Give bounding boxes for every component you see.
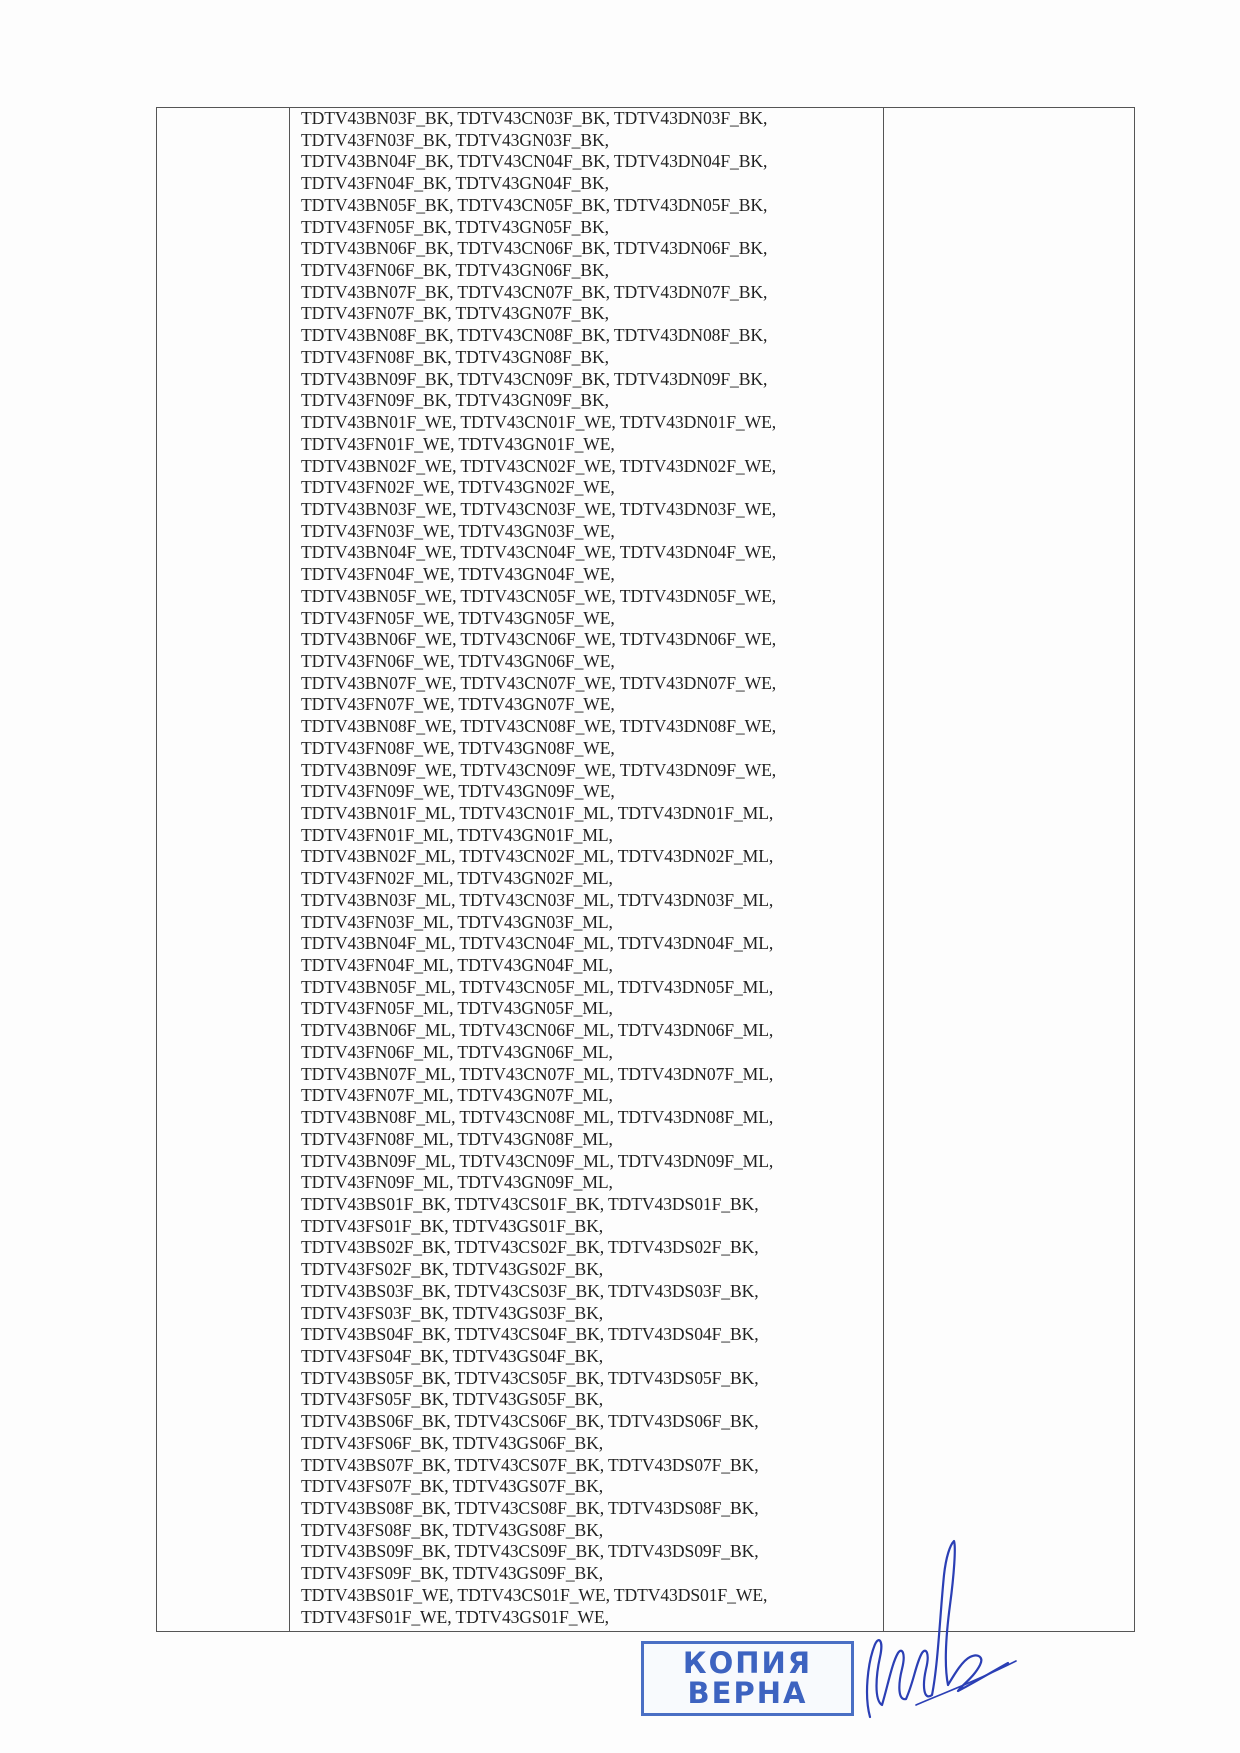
model-list-line: TDTV43BS01F_WE, TDTV43CS01F_WE, TDTV43DS01F_WE, [301,1584,768,1605]
model-list-line: TDTV43BN09F_ML, TDTV43CN09F_ML, TDTV43DN09F_ML, [301,1150,774,1171]
model-list-line: TDTV43BN03F_WE, TDTV43CN03F_WE, TDTV43DN03F_WE, [301,498,777,519]
model-list-line: TDTV43FN02F_WE, TDTV43GN02F_WE, [301,477,615,498]
model-list-line: TDTV43FN03F_ML, TDTV43GN03F_ML, [301,911,613,932]
model-list-line: TDTV43FN03F_BK, TDTV43GN03F_BK, [301,129,609,150]
model-list-line: TDTV43FS09F_BK, TDTV43GS09F_BK, [301,1563,604,1584]
model-list-line: TDTV43BN02F_ML, TDTV43CN02F_ML, TDTV43DN02F_ML, [301,846,774,867]
model-list-table [156,107,1135,1632]
model-list-line: TDTV43BN02F_WE, TDTV43CN02F_WE, TDTV43DN02F_WE, [301,455,777,476]
model-list-line: TDTV43FN02F_ML, TDTV43GN02F_ML, [301,868,613,889]
model-list-line: TDTV43FN08F_ML, TDTV43GN08F_ML, [301,1128,613,1149]
model-list-line: TDTV43FN07F_BK, TDTV43GN07F_BK, [301,303,609,324]
model-list-line: TDTV43BN08F_BK, TDTV43CN08F_BK, TDTV43DN08F_BK, [301,325,768,346]
model-list-line: TDTV43FN05F_ML, TDTV43GN05F_ML, [301,998,613,1019]
model-list-line: TDTV43FN08F_WE, TDTV43GN08F_WE, [301,737,615,758]
model-list-line: TDTV43FS06F_BK, TDTV43GS06F_BK, [301,1432,604,1453]
model-list-line: TDTV43BS07F_BK, TDTV43CS07F_BK, TDTV43DS07F_BK, [301,1454,759,1475]
model-list-line: TDTV43FN06F_ML, TDTV43GN06F_ML, [301,1041,613,1062]
model-list-line: TDTV43FS07F_BK, TDTV43GS07F_BK, [301,1476,604,1497]
model-list-line: TDTV43FN04F_WE, TDTV43GN04F_WE, [301,564,615,585]
model-list-line: TDTV43BN03F_BK, TDTV43CN03F_BK, TDTV43DN03F_BK, [301,108,768,128]
model-list-line: TDTV43BS04F_BK, TDTV43CS04F_BK, TDTV43DS04F_BK, [301,1324,759,1345]
model-list-line: TDTV43FN07F_ML, TDTV43GN07F_ML, [301,1085,613,1106]
model-list-line: TDTV43FS04F_BK, TDTV43GS04F_BK, [301,1345,604,1366]
model-list-line: TDTV43FN06F_WE, TDTV43GN06F_WE, [301,650,615,671]
model-list-line: TDTV43FN05F_WE, TDTV43GN05F_WE, [301,607,615,628]
model-list-line: TDTV43BN09F_BK, TDTV43CN09F_BK, TDTV43DN09F_BK, [301,368,768,389]
model-list-line: TDTV43BN07F_WE, TDTV43CN07F_WE, TDTV43DN07F_WE, [301,672,777,693]
model-list-line: TDTV43FS08F_BK, TDTV43GS08F_BK, [301,1519,604,1540]
model-list-line: TDTV43BN07F_ML, TDTV43CN07F_ML, TDTV43DN07F_ML, [301,1063,774,1084]
model-list-line: TDTV43BN05F_ML, TDTV43CN05F_ML, TDTV43DN05F_ML, [301,976,774,997]
stamp-line-2: ВЕРНА [687,1676,808,1710]
model-list-line: TDTV43FN09F_WE, TDTV43GN09F_WE, [301,781,615,802]
model-list-line: TDTV43FN08F_BK, TDTV43GN08F_BK, [301,346,609,367]
model-list-line: TDTV43BN04F_WE, TDTV43CN04F_WE, TDTV43DN04F_WE, [301,542,777,563]
model-list-line: TDTV43BN08F_ML, TDTV43CN08F_ML, TDTV43DN08F_ML, [301,1107,774,1128]
model-list-line: TDTV43FS02F_BK, TDTV43GS02F_BK, [301,1259,604,1280]
model-list-line: TDTV43BN09F_WE, TDTV43CN09F_WE, TDTV43DN09F_WE, [301,759,777,780]
model-list-line: TDTV43BN07F_BK, TDTV43CN07F_BK, TDTV43DN07F_BK, [301,281,768,302]
handwritten-signature-icon [858,1535,1018,1720]
model-list-line: TDTV43FN03F_WE, TDTV43GN03F_WE, [301,520,615,541]
model-list-line: TDTV43FN06F_BK, TDTV43GN06F_BK, [301,260,609,281]
model-list-line: TDTV43BN06F_ML, TDTV43CN06F_ML, TDTV43DN06F_ML, [301,1020,774,1041]
model-list-line: TDTV43BS05F_BK, TDTV43CS05F_BK, TDTV43DS05F_BK, [301,1367,759,1388]
model-list-line: TDTV43BN03F_ML, TDTV43CN03F_ML, TDTV43DN03F_ML, [301,889,774,910]
model-list-cell [301,108,876,1628]
model-list-line: TDTV43FN04F_BK, TDTV43GN04F_BK, [301,173,609,194]
model-list-line: TDTV43BS03F_BK, TDTV43CS03F_BK, TDTV43DS03F_BK, [301,1280,759,1301]
model-list-line: TDTV43FS01F_BK, TDTV43GS01F_BK, [301,1215,604,1236]
model-list-line: TDTV43FN09F_BK, TDTV43GN09F_BK, [301,390,609,411]
model-list-line: TDTV43FN01F_ML, TDTV43GN01F_ML, [301,824,613,845]
model-list-line: TDTV43FS05F_BK, TDTV43GS05F_BK, [301,1389,604,1410]
model-list-line: TDTV43FS03F_BK, TDTV43GS03F_BK, [301,1302,604,1323]
certified-copy-stamp [641,1641,854,1716]
model-list-line: TDTV43FN04F_ML, TDTV43GN04F_ML, [301,955,613,976]
model-list-line: TDTV43FN01F_WE, TDTV43GN01F_WE, [301,433,615,454]
stamp-line-1: КОПИЯ [682,1646,813,1680]
model-list-line: TDTV43BN05F_WE, TDTV43CN05F_WE, TDTV43DN05F_WE, [301,585,777,606]
model-list-line: TDTV43BN06F_BK, TDTV43CN06F_BK, TDTV43DN06F_BK, [301,238,768,259]
model-list-line: TDTV43BN01F_ML, TDTV43CN01F_ML, TDTV43DN01F_ML, [301,803,774,823]
table-column-divider [883,108,884,1631]
model-list-line: TDTV43BS01F_BK, TDTV43CS01F_BK, TDTV43DS01F_BK, [301,1193,759,1214]
model-list-line: TDTV43BN05F_BK, TDTV43CN05F_BK, TDTV43DN05F_BK, [301,194,768,215]
model-list-line: TDTV43BN08F_WE, TDTV43CN08F_WE, TDTV43DN08F_WE, [301,716,777,737]
model-list-line: TDTV43BS09F_BK, TDTV43CS09F_BK, TDTV43DS09F_BK, [301,1541,759,1562]
model-list-line: TDTV43BS06F_BK, TDTV43CS06F_BK, TDTV43DS06F_BK, [301,1411,759,1432]
model-list-line: TDTV43FS01F_WE, TDTV43GS01F_WE, [301,1606,609,1627]
model-list-line: TDTV43BN01F_WE, TDTV43CN01F_WE, TDTV43DN01F_WE, [301,412,777,433]
model-list-line: TDTV43FN09F_ML, TDTV43GN09F_ML, [301,1172,613,1193]
table-column-divider [289,108,290,1631]
model-list-line: TDTV43FN07F_WE, TDTV43GN07F_WE, [301,694,615,715]
model-list-line: TDTV43BS08F_BK, TDTV43CS08F_BK, TDTV43DS08F_BK, [301,1498,759,1518]
model-list-line: TDTV43BN04F_ML, TDTV43CN04F_ML, TDTV43DN04F_ML, [301,933,774,954]
model-list-line: TDTV43BN04F_BK, TDTV43CN04F_BK, TDTV43DN04F_BK, [301,151,768,172]
model-list-line: TDTV43BN06F_WE, TDTV43CN06F_WE, TDTV43DN06F_WE, [301,629,777,650]
model-list-line: TDTV43FN05F_BK, TDTV43GN05F_BK, [301,216,609,237]
model-list-line: TDTV43BS02F_BK, TDTV43CS02F_BK, TDTV43DS02F_BK, [301,1237,759,1258]
